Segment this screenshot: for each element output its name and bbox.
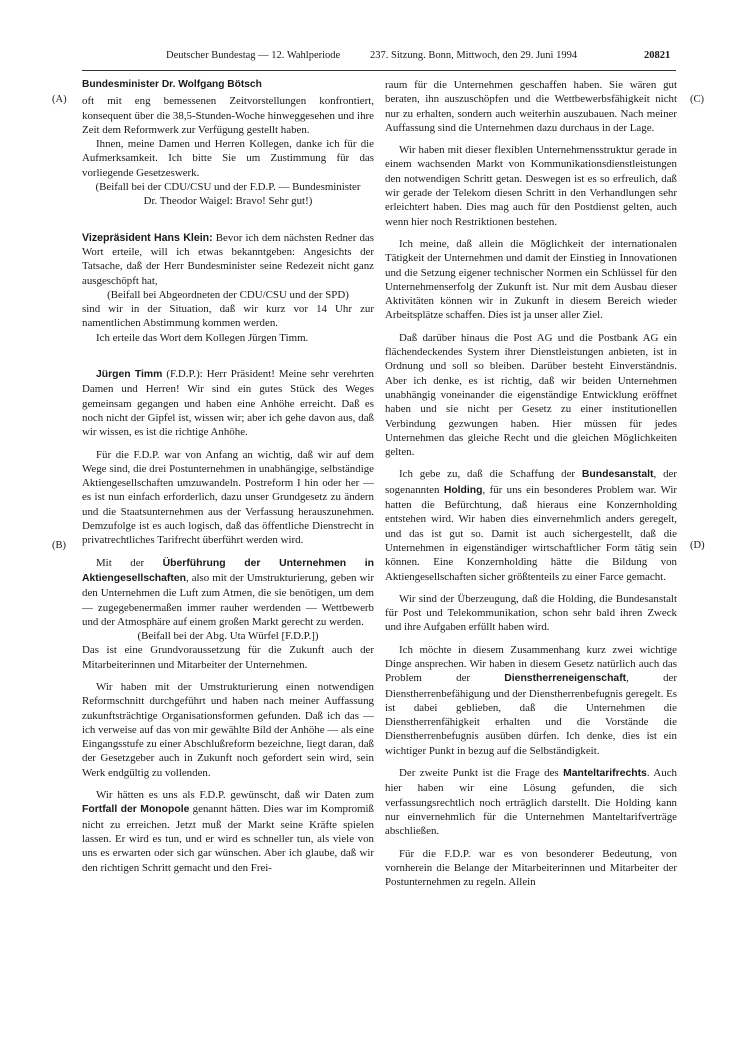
paragraph: Ich meine, daß allein die Möglichkeit der internationalen Tätigkeit der Unternehmen und damit der Einstieg in Innovationen und die Setzung eigener technischer Normen ein Schlüssel für den Unternehmenserfolg der Zukunft ist. Nur mit dem Ausbau dieser Aktivitäten können wir in Zukunft in diesem Bereich wieder Arbeitsplätze schaffen. Dies ist ja unser aller Ziel. [385,237,677,322]
speaker-heading: Bundesminister Dr. Wolfgang Bötsch [82,79,262,90]
keyword: Bundesanstalt [581,469,654,481]
header-rule [82,70,676,71]
paragraph: Ihnen, meine Damen und Herren Kollegen, danke ich für die Aufmerksamkeit. Ich bitte Sie um Zustimmung für das vorliegende Gesetzeswerk. [82,138,374,179]
running-header [0,50,750,66]
interjection: (Beifall bei der Abg. Uta Würfel [F.D.P.]) [137,630,319,643]
speaker-paragraph: Vizepräsident Hans Klein: Bevor ich dem nächsten Redner das Wort erteile, will ich etwas bekanntgeben: Angesichts der Tatsache, daß der Herr Bundesminister seine Redezeit nicht ganz ausgeschöpft hat, [82,231,374,287]
margin-marker-b: (B) [52,540,66,551]
paragraph: Ich erteile das Wort dem Kollegen Jürgen Timm. [96,331,309,344]
page-number: 20821 [644,50,671,61]
interjection: (Beifall bei der CDU/CSU und der F.D.P. — Bundesminister Dr. Theodor Waigel: Bravo! Sehr gut!) [95,181,361,208]
paragraph: Wir sind der Überzeugung, daß die Holding, die Bundesanstalt für Post und Telekommunikation, schon sehr bald ihren Zweck und ihre Aufgaben erfüllt haben wird. [385,592,677,634]
keyword: Manteltarifrechts [563,768,647,780]
paragraph: raum für die Unternehmen geschaffen haben. Sie wären gut beraten, ihn auszuschöpfen und die Wettbewerbsfähigkeit nicht nur zu erhalten, sondern auch weiterhin auszubauen. Nach meiner Auffassung sind die Unternehmen dazu durchaus in der Lage. [385,79,677,134]
margin-marker-a: (A) [52,94,67,105]
paragraph: Ich möchte in diesem Zusammenhang kurz zwei wichtige Dinge ansprechen. Wir haben in diesem Gesetz natürlich auch das Problem der Dienstherreneigenschaft, der Dienstherrenbefähigung und der Dienstherrenbefugnis geregelt. Es ist dabei geblieben, daß die Unternehmen die Dienstherrenfähigkeit erhalten und die Vorstände die Dienstherrenbefugnis ausüben dürfen. Ich denke, dies ist ein wichtiger Punkt in bezug auf die Selbständigkeit. [385,643,677,757]
speaker-name: Vizepräsident Hans Klein: [82,231,213,244]
speaker-name: Jürgen Timm [96,369,163,381]
interjection: (Beifall bei Abgeordneten der CDU/CSU und der SPD) [107,288,349,301]
keyword: Holding [443,484,483,496]
paragraph: Ich gebe zu, daß die Schaffung der Bundesanstalt, der sogenannten Holding, für uns ein besonderes Problem war. Wir hatten die Befürchtung, daß hieraus eine Konzernholding entstehen wird. Wir haben dies einvernehmlich anders geregelt, und das ist gut so. Damit ist auch sichergestellt, daß die Unternehmen in eigenständiger wirtschaftlicher Form tätig sein können. Eine Konzernholding hätte die Bildung von Aktiengesellschaften sicher größtenteils zu einer Farce gemacht. [385,468,677,583]
paragraph: Für die F.D.P. war es von besonderer Bedeutung, von vornherein die Belange der Mitarbeiterinnen und Mitarbeiter der Postunternehmen zu regeln. Allein [385,847,677,889]
keyword: Überführung der Unternehmen in Aktiengesellschaften [82,557,374,584]
paragraph: Mit der Überführung der Unternehmen in Aktiengesellschaften, also mit der Umstrukturierung, geben wir den Unternehmen die Luft zum Atmen, die sie benötigen, um dem — zugegebenermaßen immer rauher werdenden — Wettbewerb und der Atmosphäre auf einem großen Markt gerecht zu werden. [82,556,374,628]
paragraph: Wir hätten es uns als F.D.P. gewünscht, daß wir Daten zum Fortfall der Monopole genannt hätten. Dies war im Kompromiß nicht zu erreichen. Jetzt muß der Markt seine Kräfte spielen lassen. Er wird es tun, und er wird es schneller tun, als viele von uns es erwarten oder sich gar wünschen. Aber ich glaube, daß wir den richtigen Schritt gemacht und den Frei- [82,789,375,874]
paragraph: Daß darüber hinaus die Post AG und die Postbank AG ein flächendeckendes System ihrer Dienstleistungen anbieten, ist in Ordnung und soll so bleiben. Darüber besteht Einverständnis. Aber ich denke, es ist richtig, daß wir beiden Unternehmen unabhängig voneinander die eigenständige Entwicklung eröffnet haben und sie nicht per Gesetz zu einer institutionellen Verbindung gezwungen haben. Hier müssen für jedes Unternehmen das gleiche Recht und die gleichen Möglichkeiten gelten. [385,331,677,459]
margin-marker-c: (C) [690,94,704,105]
paragraph: Für die F.D.P. war von Anfang an wichtig, daß wir auf dem Wege sind, die drei Postunternehmen in unabhängige, selbständige Aktiengesellschaften umzuwandeln. Postreform I hin oder her — es ist nun einfach erforderlich, dazu unser Grundgesetz zu ändern und die Staatsunternehmen aus der Verfassung herauszunehmen. Demzufolge ist es auch logisch, daß das öffentliche Dienstrecht in privatrechtliches Tarifrecht überführt werden wird. [82,448,374,547]
right-column [385,78,677,889]
keyword: Dienstherreneigenschaft [504,673,627,685]
paragraph: oft mit eng bemessenen Zeitvorstellungen konfrontiert, konsequent über die 38,5-Stunden-Woche hinweggesehen und ihre Zeit dem Reformwerk zur Verfügung gestellt haben. [82,95,374,136]
paragraph: Das ist eine Grundvoraussetzung für die Zukunft auch der Mitarbeiterinnen und Mitarbeiter der Unternehmen. [82,644,374,671]
speaker-paragraph: Jürgen Timm (F.D.P.): Herr Präsident! Meine sehr verehrten Damen und Herren! Wir sind ein gutes Stück des Weges gemeinsam gegangen und haben eine Anhöhe erreicht. Daß es noch nicht der Gipfel ist, wissen wir; aber ich gehe davon aus, daß wir wissen, es ist die richtige Anhöhe. [82,368,375,439]
paragraph: Der zweite Punkt ist die Frage des Manteltarifrechts. Auch hier haben wir eine Lösung gefunden, die sich verfassungsrechtlich noch erträglich darstellt. Die Holding kann nur einvernehmlich für die Unternehmen Manteltarifverträge abschließen. [385,767,677,838]
header-center: 237. Sitzung. Bonn, Mittwoch, den 29. Juni 1994 [370,50,578,61]
left-column [82,78,374,875]
header-left: Deutscher Bundestag — 12. Wahlperiode [166,50,341,61]
keyword: Fortfall der Monopole [82,804,190,816]
margin-marker-d: (D) [690,540,705,551]
paragraph: sind wir in der Situation, daß wir kurz vor 14 Uhr zur namentlichen Abstimmung kommen werden. [82,303,374,330]
paragraph: Wir haben mit dieser flexiblen Unternehmensstruktur gerade in einem wachsenden Markt von Kommunikationsdienstleistungen den notwendigen Schritt getan. Deswegen ist es so erfreulich, daß wir gerade der Telekom diesen Schritt in den Verhandlungen sehr erleichtert haben. Dies mag auch für den Postdienst gelten, auch wenn hier noch Restriktionen bestehen. [385,144,677,228]
paragraph: Wir haben mit der Umstrukturierung einen notwendigen Reformschnitt durchgeführt und haben nach meiner Auffassung zukunftsträchtige Organisationsformen gefunden. Daß ich das — ich verweise auf das von mir gewählte Bild der Anhöhe — als eine Eingangsstufe zu einer Abschlußreform bezeichne, liegt daran, daß der Gesetzgeber auch in Zukunft noch gefordert sein wird, sein Werk endgültig zu vollenden. [82,680,374,779]
